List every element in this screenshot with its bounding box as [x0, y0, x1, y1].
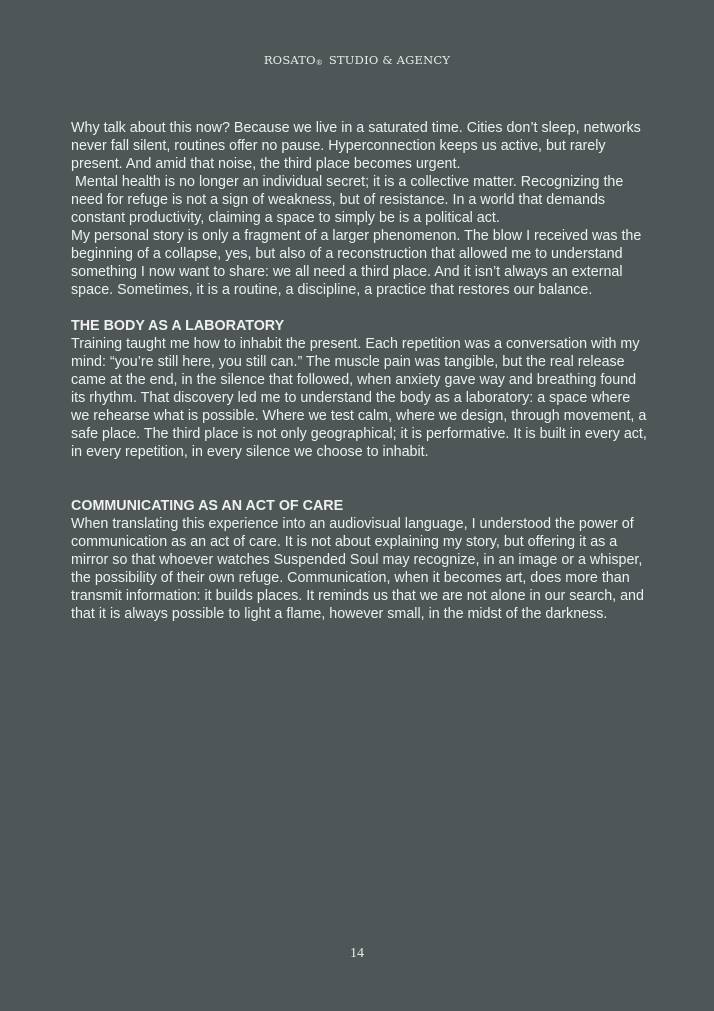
- section-spacer: [71, 299, 651, 317]
- section-heading-body-lab: THE BODY AS A LABORATORY: [71, 318, 285, 334]
- section-heading-care: COMMUNICATING AS AN ACT OF CARE: [71, 498, 344, 514]
- page-header: [0, 53, 714, 67]
- intro-paragraph-2: Mental health is no longer an individual secret; it is a collective matter. Recognizing the need for refuge is not a sign of weakness, but of resistance. In a world that demands constant productivity, claiming a space to simply be is a political act.: [71, 174, 628, 226]
- brand-tagline: STUDIO & AGENCY: [328, 53, 451, 67]
- intro-paragraph-1: Why talk about this now? Because we live in a saturated time. Cities don’t sleep, networks never fall silent, routines offer no pause. Hyperconnection keeps us active, but rarely present. And amid that noise, the third place becomes urgent.: [71, 120, 641, 172]
- page-number: 14: [350, 946, 364, 961]
- registered-mark: ®: [315, 59, 323, 67]
- section-spacer: [71, 461, 651, 497]
- intro-paragraph-3: My personal story is only a fragment of a larger phenomenon. The blow I received was the beginning of a collapse, yes, but also of a reconstruction that allowed me to understand something I now want to share: we all need a third place. And it isn’t always an external space. Sometimes, it is a routine, a discipline, a practice that restores our balance.: [71, 228, 642, 298]
- care-paragraph: When translating this experience into an audiovisual language, I understood the power of communication as an act of care. It is not about explaining my story, but offering it as a mirror so that whoever watches Suspended Soul may recognize, in an image or a whisper, the possibility of their own refuge. Communication, when it becomes art, does more than transmit information: it builds places. It reminds us that we are not alone in our search, and that it is always possible to light a flame, however small, in the midst of the darkness.: [71, 516, 644, 622]
- article-body: [71, 119, 651, 623]
- brand-name: ROSATO: [263, 53, 316, 67]
- body-lab-paragraph: Training taught me how to inhabit the present. Each repetition was a conversation with my mind: “you’re still here, you still can.” The muscle pain was tangible, but the real release came at the end, in the silence that followed, when anxiety gave way and breathing found its rhythm. That discovery led me to understand the body as a laboratory: a space where we rehearse what is possible. Where we test calm, where we design, through movement, a safe place. The third place is not only geographical; it is performative. It is built in every act, in every repetition, in every silence we choose to inhabit.: [71, 336, 647, 460]
